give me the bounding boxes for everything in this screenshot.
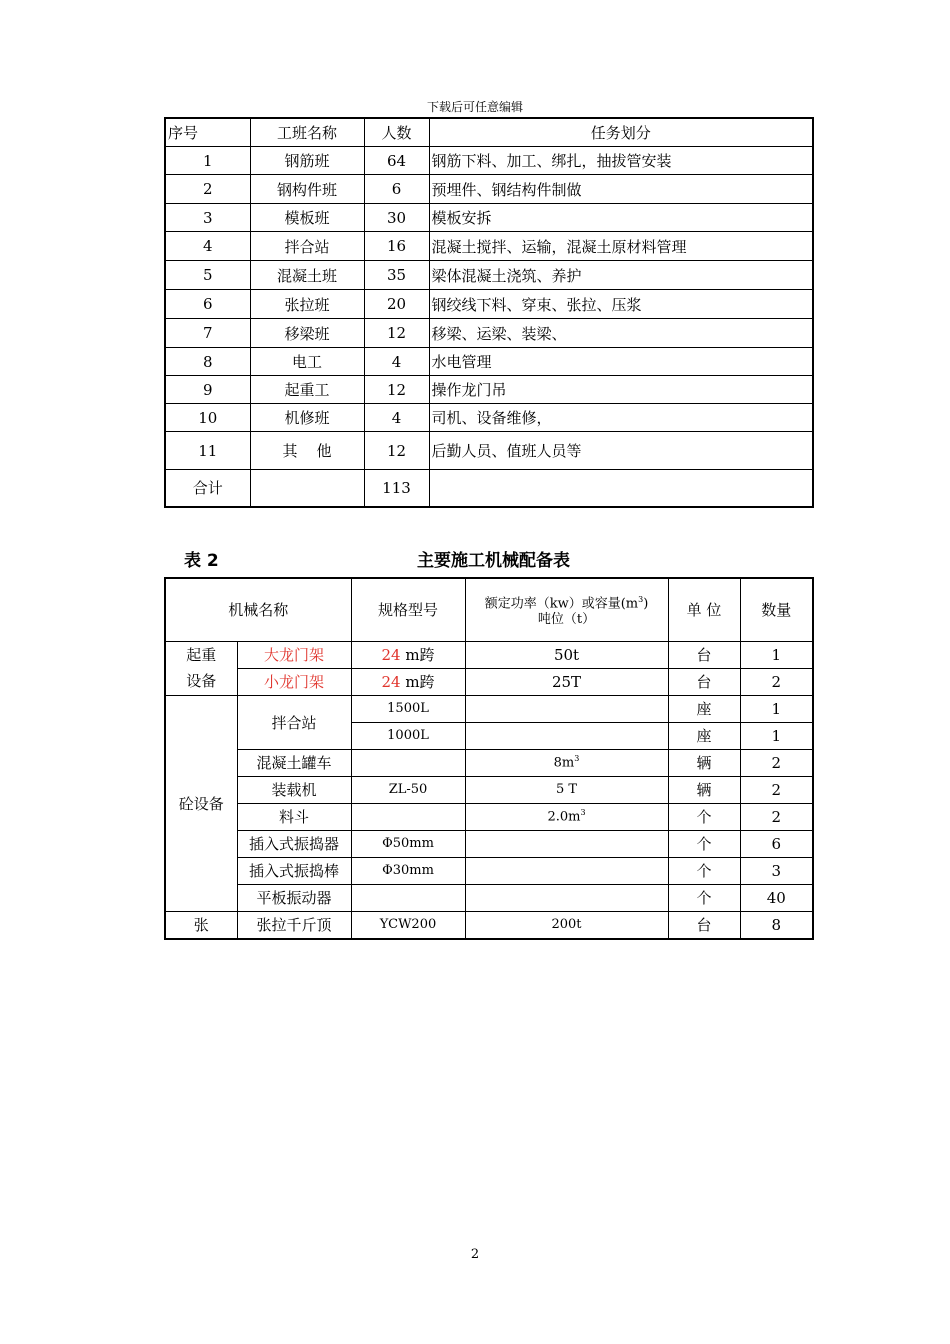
cell-no: 10	[165, 404, 250, 432]
cell-no: 8	[165, 348, 250, 376]
header-power-line2: 吨位（t）	[537, 611, 596, 627]
cell-empty	[429, 470, 813, 507]
cell-qty: 2	[740, 668, 813, 695]
table-row	[165, 803, 813, 830]
cell-power	[465, 830, 668, 857]
cell-name: 张拉班	[250, 290, 364, 319]
table-row	[165, 432, 813, 470]
cell-name: 插入式振捣器	[237, 830, 351, 857]
table-row	[165, 175, 813, 204]
cell-no: 2	[165, 175, 250, 204]
cell-unit: 个	[668, 830, 740, 857]
cell-spec	[351, 884, 465, 911]
cell-power	[465, 803, 668, 830]
table-row	[165, 641, 813, 668]
cell-qty: 1	[740, 641, 813, 668]
cell-spec: YCW200	[351, 911, 465, 939]
header-note: 下载后可任意编辑	[426, 100, 523, 114]
work-crew-table	[164, 117, 814, 508]
cell-unit: 台	[668, 911, 740, 939]
table-row	[165, 695, 813, 722]
cell-unit: 个	[668, 857, 740, 884]
table-total-row	[165, 470, 813, 507]
cell-no: 3	[165, 204, 250, 232]
cell-task: 混凝土搅拌、运输，混凝土原材料管理	[429, 232, 813, 261]
cell-count: 6	[364, 175, 429, 204]
cell-name: 电工	[250, 348, 364, 376]
cell-name: 装载机	[237, 776, 351, 803]
cell-task: 水电管理	[429, 348, 813, 376]
cell-no: 4	[165, 232, 250, 261]
group-tension: 张	[165, 911, 237, 939]
cell-spec	[351, 668, 465, 695]
cell-name: 移梁班	[250, 319, 364, 348]
cell-spec	[351, 803, 465, 830]
header-count: 人数	[364, 118, 429, 147]
group-lifting-line2: 设备	[186, 672, 217, 690]
spec-number: 24	[381, 673, 401, 691]
cell-name: 起重工	[250, 376, 364, 404]
cell-name: 其 他	[250, 432, 364, 470]
cell-spec: Φ50mm	[351, 830, 465, 857]
cell-task: 梁体混凝土浇筑、养护	[429, 261, 813, 290]
table-row	[165, 319, 813, 348]
cell-count: 35	[364, 261, 429, 290]
cell-name: 拌合站	[237, 695, 351, 749]
cell-name: 拌合站	[250, 232, 364, 261]
cell-qty: 2	[740, 803, 813, 830]
cell-no: 7	[165, 319, 250, 348]
cell-name: 小龙门架	[237, 668, 351, 695]
header-crew-name: 工班名称	[250, 118, 364, 147]
cell-name: 模板班	[250, 204, 364, 232]
cell-unit: 辆	[668, 776, 740, 803]
cell-name: 张拉千斤顶	[237, 911, 351, 939]
page-number: 2	[470, 1247, 480, 1262]
spec-unit: m跨	[400, 673, 435, 691]
cell-power: 25T	[465, 668, 668, 695]
cell-unit: 个	[668, 803, 740, 830]
cell-unit: 辆	[668, 749, 740, 776]
header-seq: 序号	[165, 118, 250, 147]
cell-spec	[351, 641, 465, 668]
cell-task: 操作龙门吊	[429, 376, 813, 404]
total-count: 113	[364, 470, 429, 507]
cell-task: 后勤人员、值班人员等	[429, 432, 813, 470]
cell-unit: 座	[668, 695, 740, 722]
cell-name: 钢筋班	[250, 147, 364, 175]
cell-power: 50t	[465, 641, 668, 668]
header-machine-name: 机械名称	[165, 578, 351, 641]
table-row	[165, 232, 813, 261]
cell-spec: 1500L	[351, 695, 465, 722]
header-qty: 数量	[740, 578, 813, 641]
table-row	[165, 204, 813, 232]
cell-qty: 2	[740, 749, 813, 776]
cell-no: 9	[165, 376, 250, 404]
cell-qty: 2	[740, 776, 813, 803]
cell-power	[465, 722, 668, 749]
power-sup: 3	[574, 754, 580, 764]
header-unit: 单 位	[668, 578, 740, 641]
table-header-row	[165, 118, 813, 147]
cell-spec: Φ30mm	[351, 857, 465, 884]
cell-no: 6	[165, 290, 250, 319]
cell-task: 移梁、运梁、装梁、	[429, 319, 813, 348]
table-row	[165, 884, 813, 911]
cell-name: 混凝土班	[250, 261, 364, 290]
cell-count: 20	[364, 290, 429, 319]
cell-task: 司机、设备维修，	[429, 404, 813, 432]
cell-no: 11	[165, 432, 250, 470]
power-value: 2.0m	[547, 809, 581, 825]
group-lifting	[165, 641, 237, 695]
cell-qty: 6	[740, 830, 813, 857]
cell-name: 钢构件班	[250, 175, 364, 204]
cell-unit: 座	[668, 722, 740, 749]
table-row	[165, 376, 813, 404]
cell-qty: 8	[740, 911, 813, 939]
cell-count: 4	[364, 348, 429, 376]
cell-count: 4	[364, 404, 429, 432]
header-power-sup: 3	[638, 594, 644, 604]
table-row	[165, 911, 813, 939]
cell-unit: 台	[668, 668, 740, 695]
total-label: 合计	[165, 470, 250, 507]
cell-qty: 40	[740, 884, 813, 911]
cell-name: 插入式振捣棒	[237, 857, 351, 884]
header-power-end: )	[643, 595, 649, 611]
table-row	[165, 668, 813, 695]
table-row	[165, 147, 813, 175]
cell-count: 30	[364, 204, 429, 232]
cell-spec: 1000L	[351, 722, 465, 749]
cell-qty: 1	[740, 722, 813, 749]
cell-empty	[250, 470, 364, 507]
table-row	[165, 776, 813, 803]
cell-count: 16	[364, 232, 429, 261]
cell-power	[465, 884, 668, 911]
cell-count: 64	[364, 147, 429, 175]
cell-power	[465, 857, 668, 884]
power-sup: 3	[580, 808, 586, 818]
header-task: 任务划分	[429, 118, 813, 147]
table-header-row	[165, 578, 813, 641]
table-row	[165, 749, 813, 776]
group-lifting-line1: 起重	[186, 646, 217, 664]
machinery-table	[164, 577, 814, 940]
power-value: 8m	[553, 755, 575, 771]
cell-unit: 个	[668, 884, 740, 911]
cell-count: 12	[364, 319, 429, 348]
table2-label: 表 2	[184, 551, 219, 571]
cell-count: 12	[364, 376, 429, 404]
cell-spec	[351, 749, 465, 776]
spec-unit: m跨	[400, 646, 435, 664]
cell-count: 12	[364, 432, 429, 470]
cell-power: 200t	[465, 911, 668, 939]
cell-task: 预埋件、钢结构件制做	[429, 175, 813, 204]
table2-title: 主要施工机械配备表	[417, 551, 570, 571]
cell-name: 机修班	[250, 404, 364, 432]
header-power	[465, 578, 668, 641]
table-row	[165, 857, 813, 884]
spec-number: 24	[381, 646, 401, 664]
cell-no: 1	[165, 147, 250, 175]
cell-name: 混凝土罐车	[237, 749, 351, 776]
header-spec: 规格型号	[351, 578, 465, 641]
table-row	[165, 348, 813, 376]
header-power-line1: 额定功率（kw）或容量(m	[484, 595, 639, 611]
cell-spec: ZL-50	[351, 776, 465, 803]
table-row	[165, 830, 813, 857]
cell-task: 钢筋下料、加工、绑扎，抽拔管安装	[429, 147, 813, 175]
cell-name: 料斗	[237, 803, 351, 830]
table-row	[165, 261, 813, 290]
cell-unit: 台	[668, 641, 740, 668]
cell-no: 5	[165, 261, 250, 290]
cell-task: 钢绞线下料、穿束、张拉、压浆	[429, 290, 813, 319]
cell-task: 模板安拆	[429, 204, 813, 232]
group-concrete: 砼设备	[165, 695, 237, 911]
cell-qty: 3	[740, 857, 813, 884]
table-row	[165, 290, 813, 319]
cell-power	[465, 695, 668, 722]
cell-name: 大龙门架	[237, 641, 351, 668]
table-row	[165, 404, 813, 432]
cell-qty: 1	[740, 695, 813, 722]
cell-power	[465, 749, 668, 776]
cell-power: 5 T	[465, 776, 668, 803]
cell-name: 平板振动器	[237, 884, 351, 911]
